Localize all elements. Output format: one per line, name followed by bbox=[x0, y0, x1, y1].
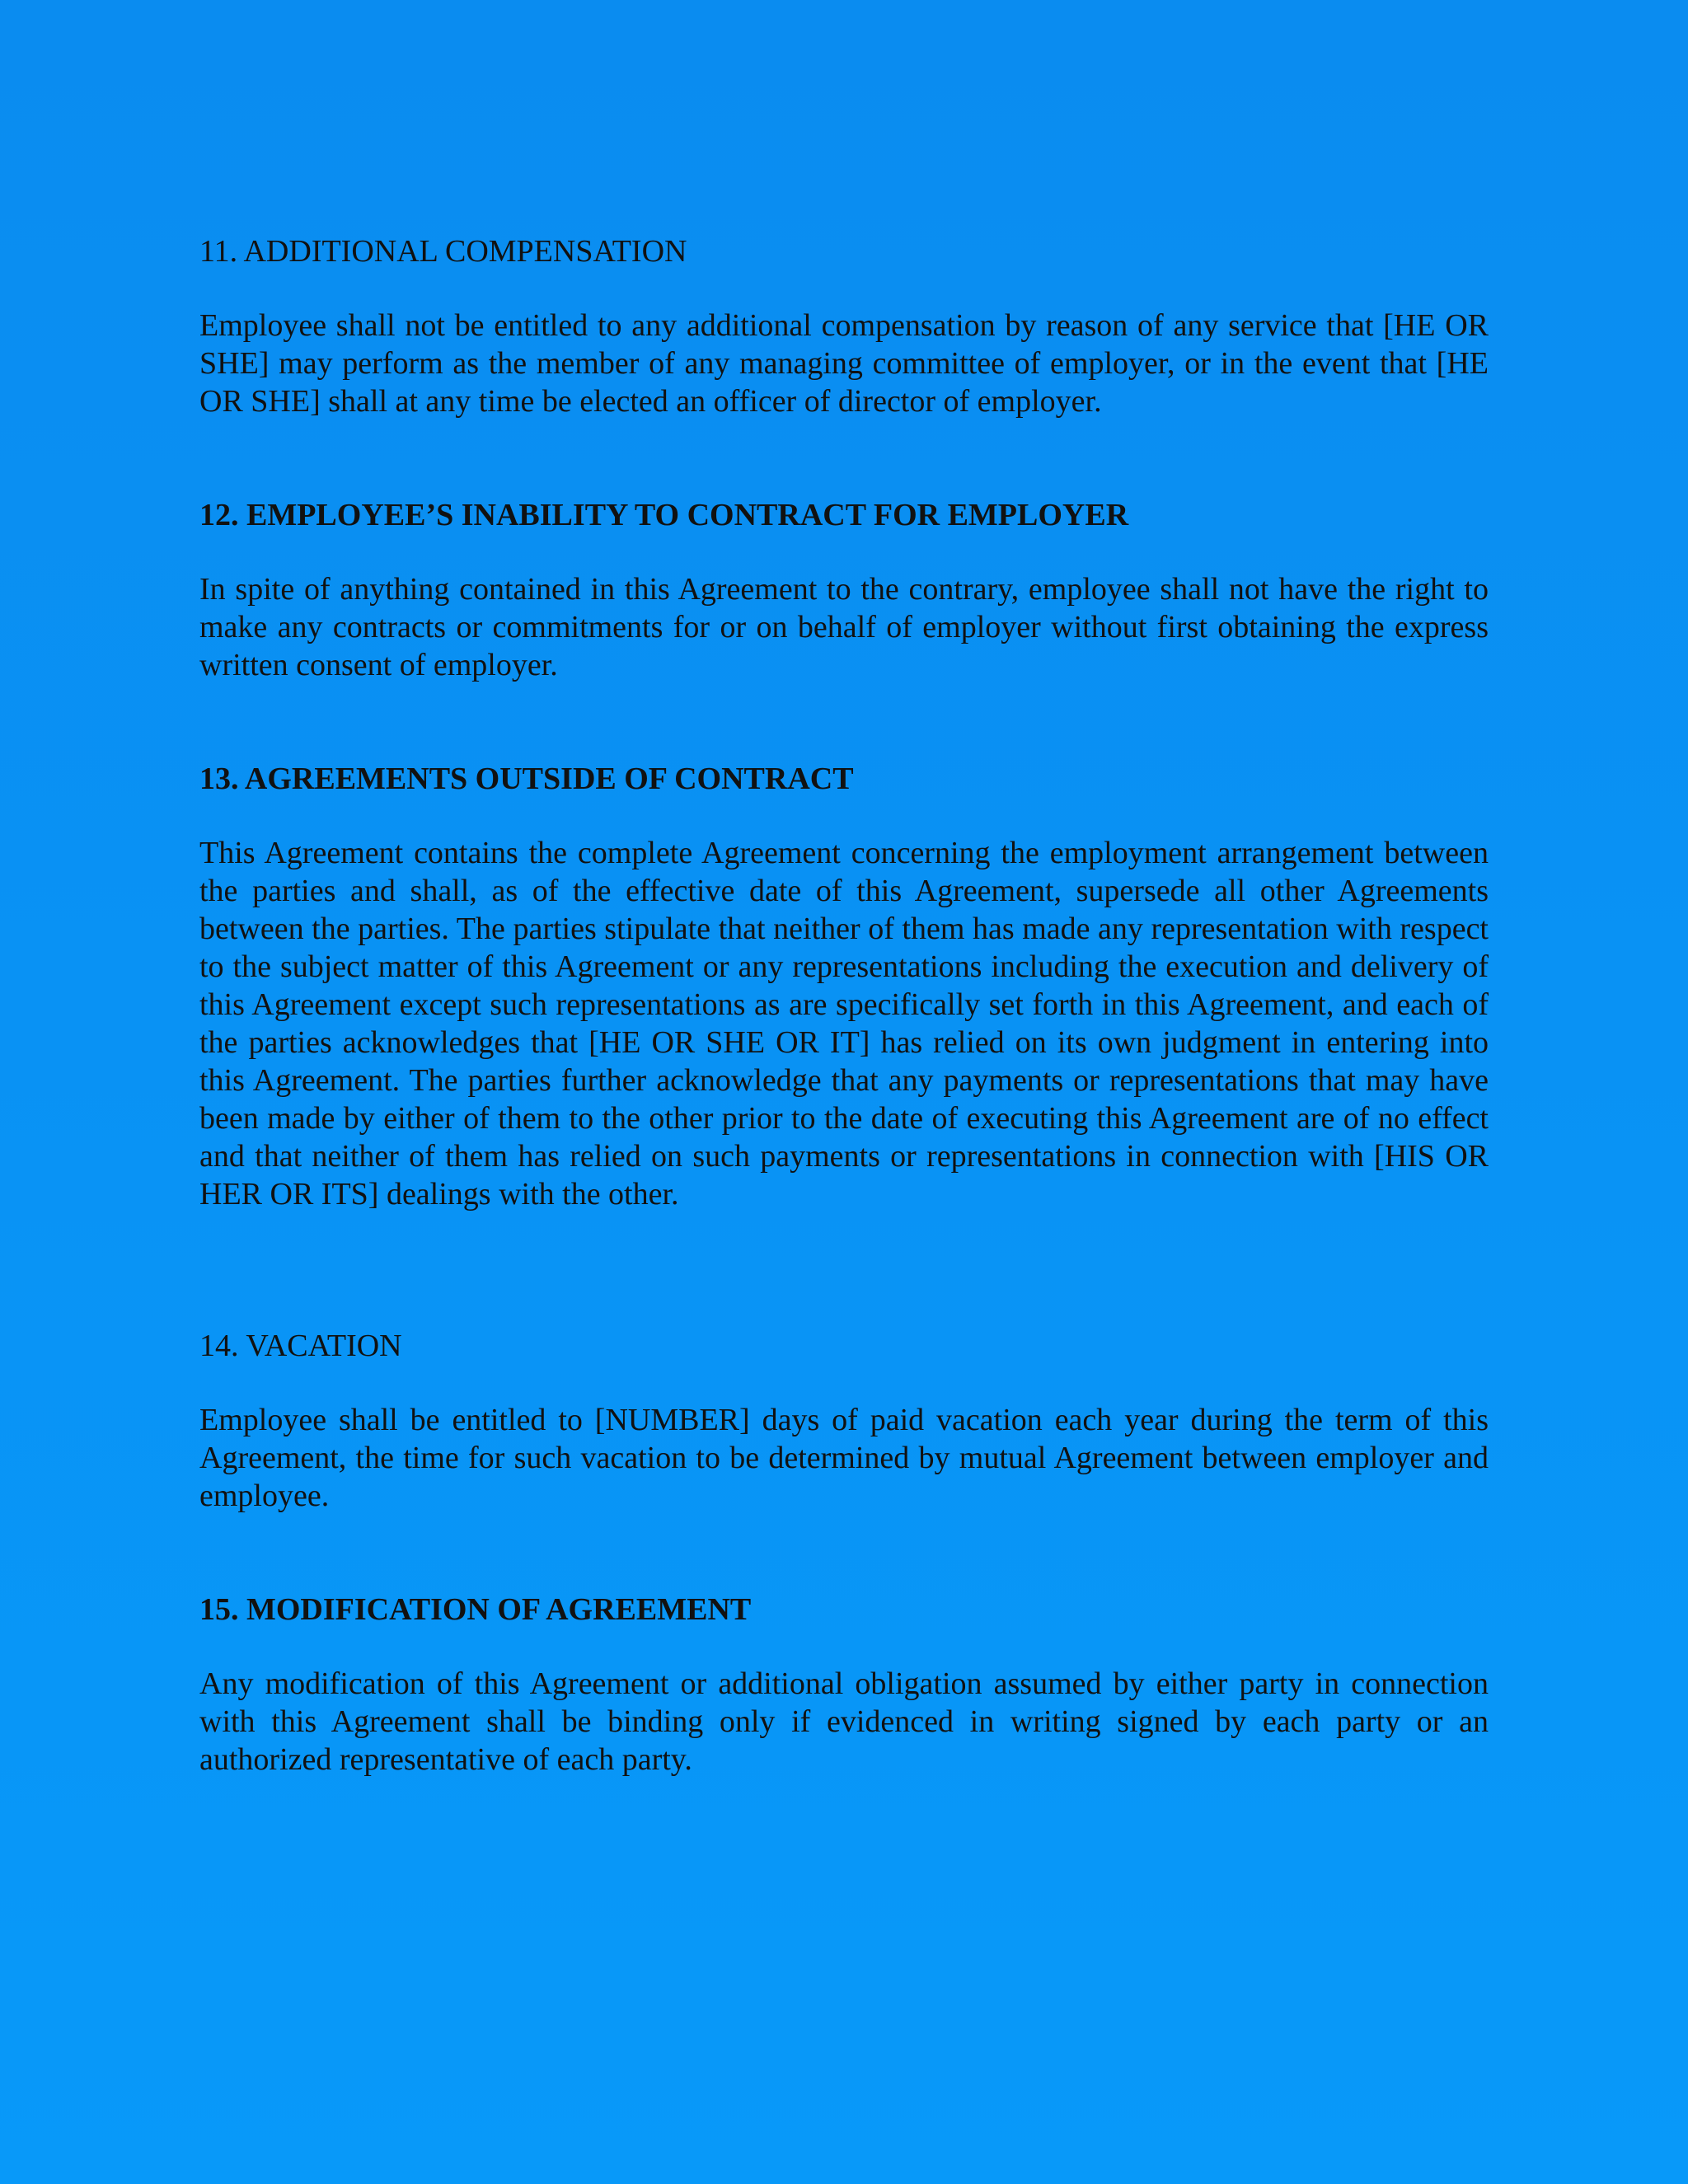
section-body: In spite of anything contained in this Agreement to the contrary, employee shall not have the right to make any contracts or commitments for or on behalf of employer without first obtaining the express written consent of employer. bbox=[199, 572, 1489, 682]
section-additional-compensation bbox=[199, 232, 1489, 420]
section-vacation bbox=[199, 1327, 1489, 1515]
section-body: Employee shall not be entitled to any additional compensation by reason of any service that [HE OR SHE] may perform as the member of any managing committee of employer, or in the event that [HE OR SHE] shall at any time be elected an officer of director of employer. bbox=[199, 308, 1489, 419]
section-spacer bbox=[199, 684, 1489, 760]
section-inability-to-contract bbox=[199, 496, 1489, 684]
section-spacer bbox=[199, 1515, 1489, 1591]
section-heading: 11. ADDITIONAL COMPENSATION bbox=[199, 234, 687, 269]
section-spacer bbox=[199, 420, 1489, 496]
section-heading: 13. AGREEMENTS OUTSIDE OF CONTRACT bbox=[199, 762, 854, 796]
section-agreements-outside-contract bbox=[199, 760, 1489, 1213]
section-body: This Agreement contains the complete Agreement concerning the employment arrangement between the parties and shall, as of the effective date of this Agreement, supersede all other Agreements between the parties. The parties stipulate that neither of them has made any representation with respect to the subject matter of this Agreement or any representations including the execution and delivery of this Agreement except such representations as are specifically set forth in this Agreement, and each of the parties acknowledges that [HE OR SHE OR IT] has relied on its own judgment in entering into this Agreement. The parties further acknowledge that any payments or representations that may have been made by either of them to the other prior to the date of executing this Agreement are of no effect and that neither of them has relied on such payments or representations in connection with [HIS OR HER OR ITS] dealings with the other. bbox=[199, 836, 1489, 1212]
section-heading: 14. VACATION bbox=[199, 1329, 402, 1363]
section-body: Any modification of this Agreement or additional obligation assumed by either party in connection with this Agreement shall be binding only if evidenced in writing signed by each party or an authorized representative of each party. bbox=[199, 1666, 1489, 1777]
section-heading: 15. MODIFICATION OF AGREEMENT bbox=[199, 1592, 752, 1627]
section-spacer bbox=[199, 1213, 1489, 1327]
section-body: Employee shall be entitled to [NUMBER] days of paid vacation each year during the term of this Agreement, the time for such vacation to be determined by mutual Agreement between employer and employee. bbox=[199, 1403, 1489, 1513]
section-modification-of-agreement bbox=[199, 1591, 1489, 1779]
document-content bbox=[199, 232, 1489, 1779]
section-heading: 12. EMPLOYEE’S INABILITY TO CONTRACT FOR EMPLOYER bbox=[199, 498, 1129, 532]
